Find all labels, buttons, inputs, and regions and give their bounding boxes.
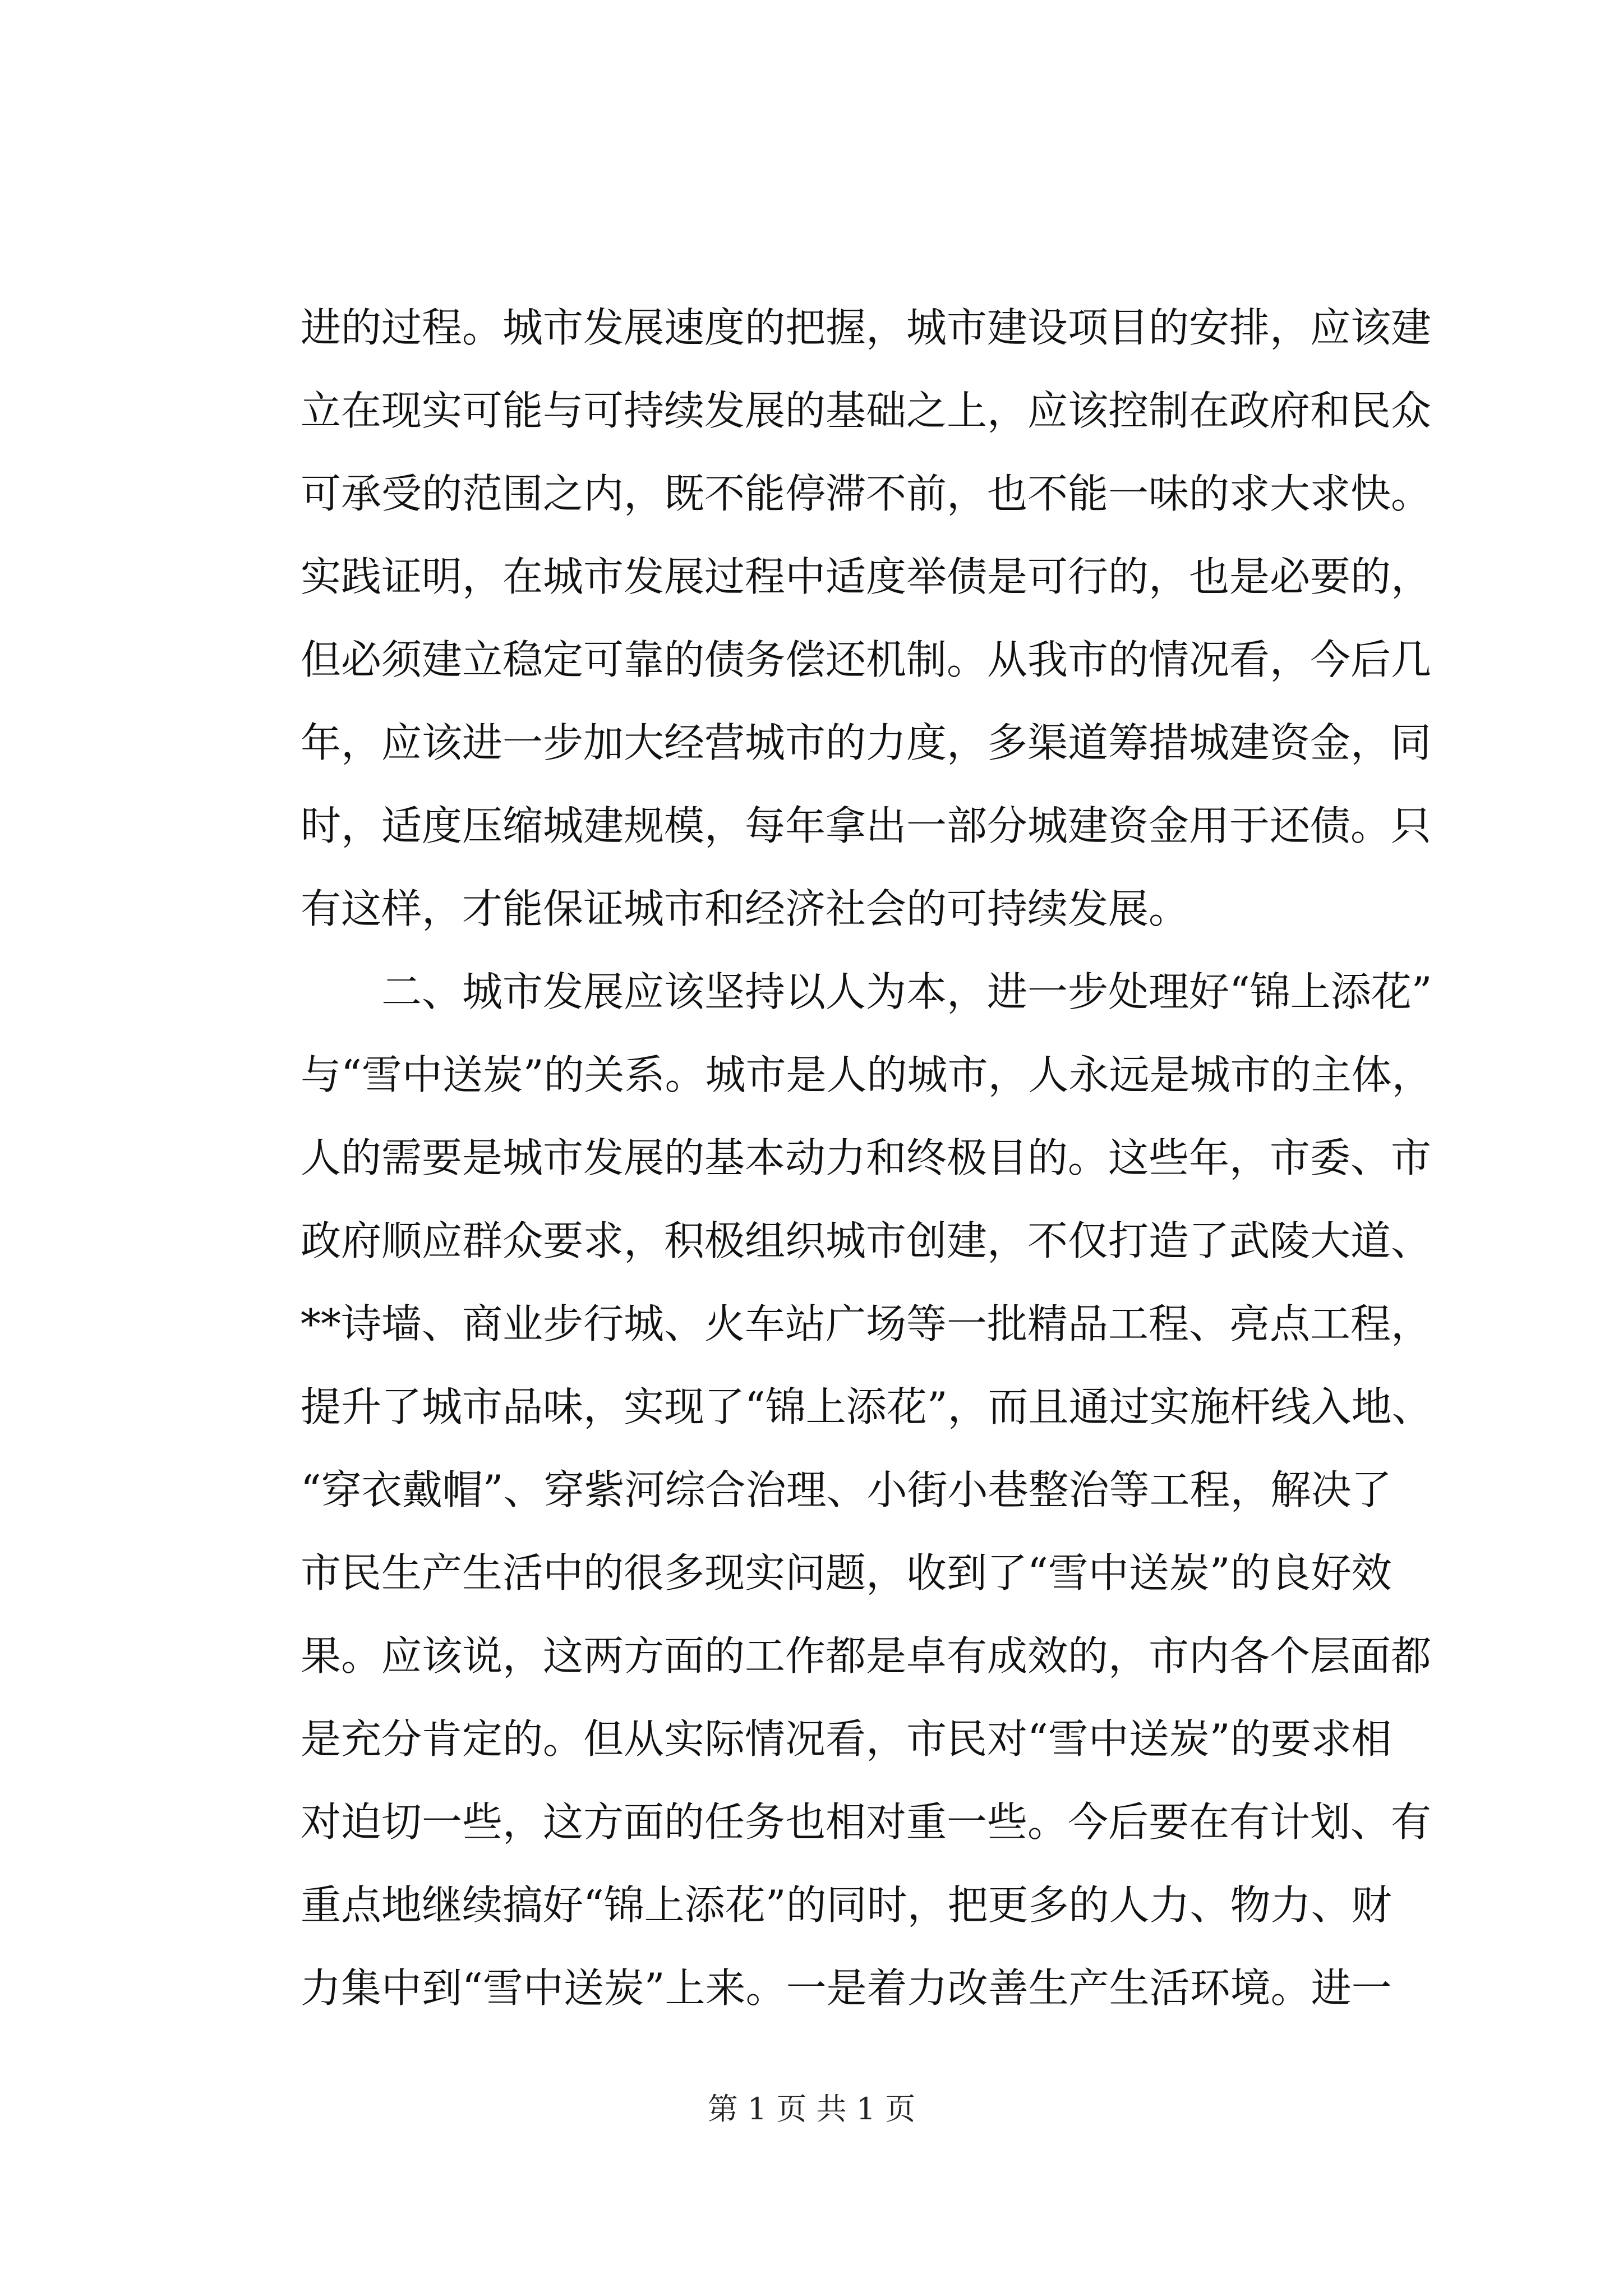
text-line: 年，应该进一步加大经营城市的力度，多渠道筹措城建资金，同 (301, 719, 1432, 766)
text-line: 对迫切一些，这方面的任务也相对重一些。今后要在有计划、有 (301, 1798, 1432, 1846)
text-line: **诗墙、商业步行城、火车站广场等一批精品工程、亮点工程， (301, 1300, 1432, 1347)
text-line: 立在现实可能与可持续发展的基础之上，应该控制在政府和民众 (301, 387, 1432, 434)
text-line: 可承受的范围之内，既不能停滞不前，也不能一味的求大求快。 (301, 470, 1432, 517)
body-text (301, 286, 1432, 2030)
text-line: 与“雪中送炭”的关系。城市是人的城市，人永远是城市的主体， (301, 1051, 1432, 1098)
text-line: 进的过程。城市发展速度的把握，城市建设项目的安排，应该建 (301, 304, 1432, 351)
text-line: 有这样，才能保证城市和经济社会的可持续发展。 (301, 885, 1189, 932)
text-line: 提升了城市品味，实现了“锦上添花”，而且通过实施杆线入地、 (301, 1383, 1432, 1430)
text-line: 政府顺应群众要求，积极组织城市创建，不仅打造了武陵大道、 (301, 1217, 1432, 1264)
text-line: 市民生产生活中的很多现实问题，收到了“雪中送炭”的良好效 (301, 1549, 1392, 1596)
text-line: 实践证明，在城市发展过程中适度举债是可行的，也是必要的， (301, 553, 1432, 600)
text-line: 时，适度压缩城建规模，每年拿出一部分城建资金用于还债。只 (301, 802, 1432, 849)
text-line: 二、城市发展应该坚持以人为本，进一步处理好“锦上添花” (301, 968, 1432, 1015)
text-line: 果。应该说，这两方面的工作都是卓有成效的，市内各个层面都 (301, 1632, 1432, 1680)
text-line: 重点地继续搞好“锦上添花”的同时，把更多的人力、物力、财 (301, 1881, 1392, 1929)
text-line: 但必须建立稳定可靠的债务偿还机制。从我市的情况看，今后几 (301, 636, 1432, 683)
text-line: “穿衣戴帽”、穿紫河综合治理、小街小巷整治等工程，解决了 (301, 1466, 1392, 1513)
text-line: 人的需要是城市发展的基本动力和终极目的。这些年，市委、市 (301, 1134, 1432, 1181)
page-footer: 第 1 页 共 1 页 (707, 2091, 916, 2127)
text-line: 是充分肯定的。但从实际情况看，市民对“雪中送炭”的要求相 (301, 1715, 1392, 1763)
text-line: 力集中到“雪中送炭”上来。一是着力改善生产生活环境。进一 (301, 1964, 1392, 2012)
